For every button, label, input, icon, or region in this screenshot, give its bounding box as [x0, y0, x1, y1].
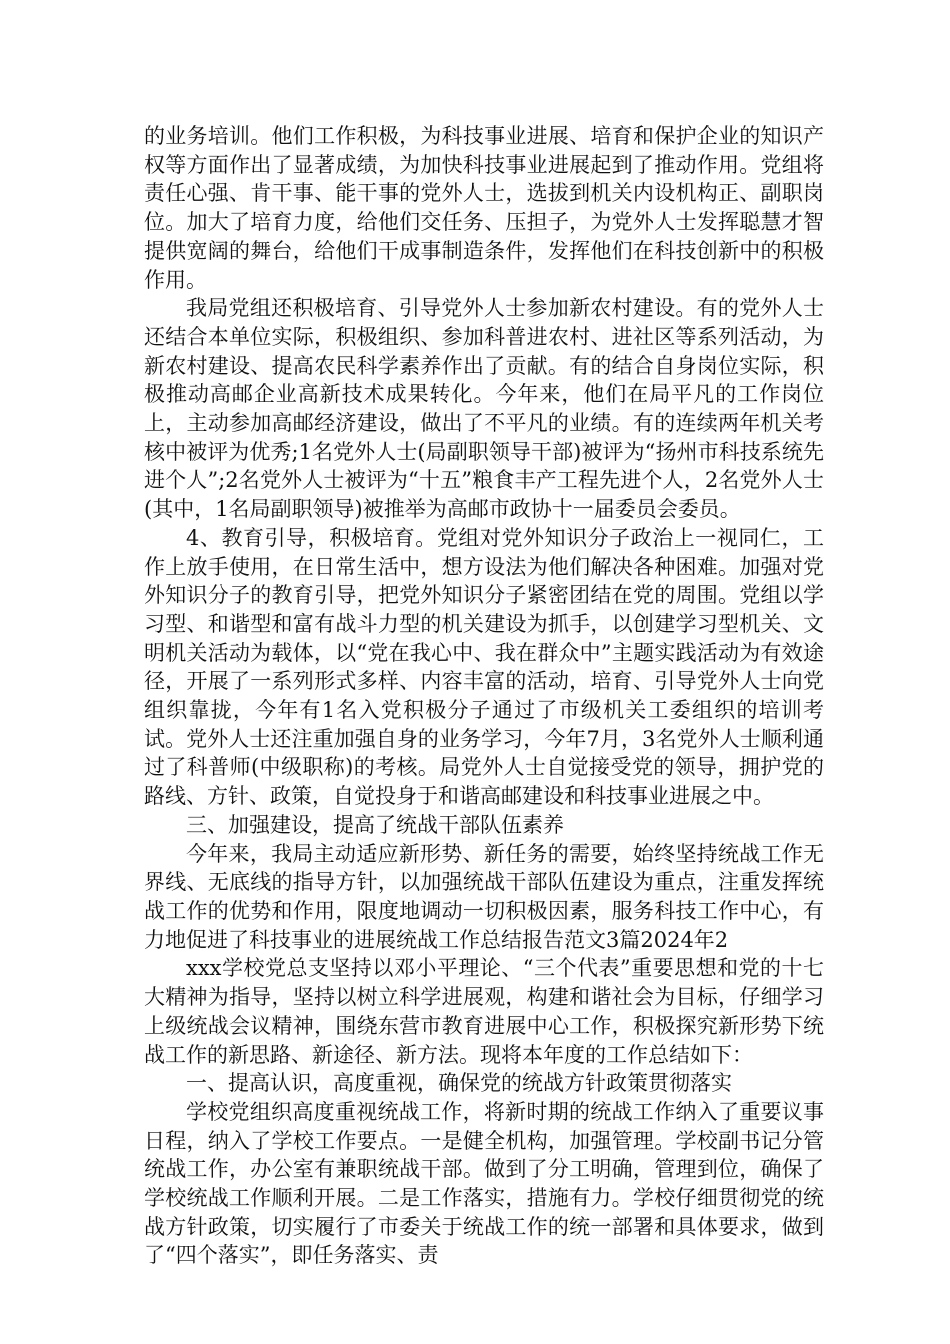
- section-heading-1: 一、提高认识，高度重视，确保党的统战方针政策贯彻落实: [186, 1071, 732, 1096]
- paragraph-4: 今年来，我局主动适应新形势、新任务的需要，始终坚持统战工作无界线、无底线的指导方针，以加强统战干部队伍建设为重点，注重发挥统战工作的优势和作用，限度地调动一切积极因素，服务科技工作中心，有力地促进了科技事业的进展统战工作总结报告范文3篇2024年2: [144, 841, 824, 952]
- paragraph-2: 我局党组还积极培育、引导党外人士参加新农村建设。有的党外人士还结合本单位实际，积极组织、参加科普进农村、进社区等系列活动，为新农村建设、提高农民科学素养作出了贡献。有的结合自身岗位实际，积极推动高邮企业高新技术成果转化。今年来，他们在局平凡的工作岗位上，主动参加高邮经济建设，做出了不平凡的业绩。有的连续两年机关考核中被评为优秀;1名党外人士(局副职领导干部)被评为“扬州市科技系统先进个人”;2名党外人士被评为“十五”粮食丰产工程先进个人，2名党外人士(其中，1名局副职领导)被推举为高邮市政协十一届委员会委员。: [144, 296, 824, 522]
- document-body: [144, 122, 824, 1270]
- section-heading-3: 三、加强建设，提高了统战干部队伍素养: [186, 812, 564, 837]
- paragraph-3: 4、教育引导，积极培育。党组对党外知识分子政治上一视同仁，工作上放手使用，在日常生活中，想方设法为他们解决各种困难。加强对党外知识分子的教育引导，把党外知识分子紧密团结在党的周围。党组以学习型、和谐型和富有战斗力型的机关建设为抓手，以创建学习型机关、文明机关活动为载体，以“党在我心中、我在群众中”主题实践活动为有效途径，开展了一系列形式多样、内容丰富的活动，培育、引导党外人士向党组织靠拢，今年有1名入党积极分子通过了市级机关工委组织的培训考试。党外人士还注重加强自身的业务学习，今年7月，3名党外人士顺利通过了科普师(中级职称)的考核。局党外人士自觉接受党的领导，拥护党的路线、方针、政策，自觉投身于和谐高邮建设和科技事业进展之中。: [144, 525, 824, 809]
- paragraph-5: xxx学校党总支坚持以邓小平理论、“三个代表”重要思想和党的十七大精神为指导，坚持以树立科学进展观，构建和谐社会为目标，仔细学习上级统战会议精神，围绕东营市教育进展中心工作，积极探究新形势下统战工作的新思路、新途径、新方法。现将本年度的工作总结如下：: [144, 956, 824, 1067]
- paragraph-6: 学校党组织高度重视统战工作，将新时期的统战工作纳入了重要议事日程，纳入了学校工作要点。一是健全机构，加强管理。学校副书记分管统战工作，办公室有兼职统战干部。做到了分工明确，管理到位，确保了学校统战工作顺利开展。二是工作落实，措施有力。学校仔细贯彻党的统战方针政策，切实履行了市委关于统战工作的统一部署和具体要求，做到了“四个落实”，即任务落实、责: [144, 1099, 824, 1268]
- paragraph-1: 的业务培训。他们工作积极，为科技事业进展、培育和保护企业的知识产权等方面作出了显著成绩，为加快科技事业进展起到了推动作用。党组将责任心强、肯干事、能干事的党外人士，选拔到机关内设机构正、副职岗位。加大了培育力度，给他们交任务、压担子，为党外人士发挥聪慧才智提供宽阔的舞台，给他们干成事制造条件，发挥他们在科技创新中的积极作用。: [144, 124, 824, 292]
